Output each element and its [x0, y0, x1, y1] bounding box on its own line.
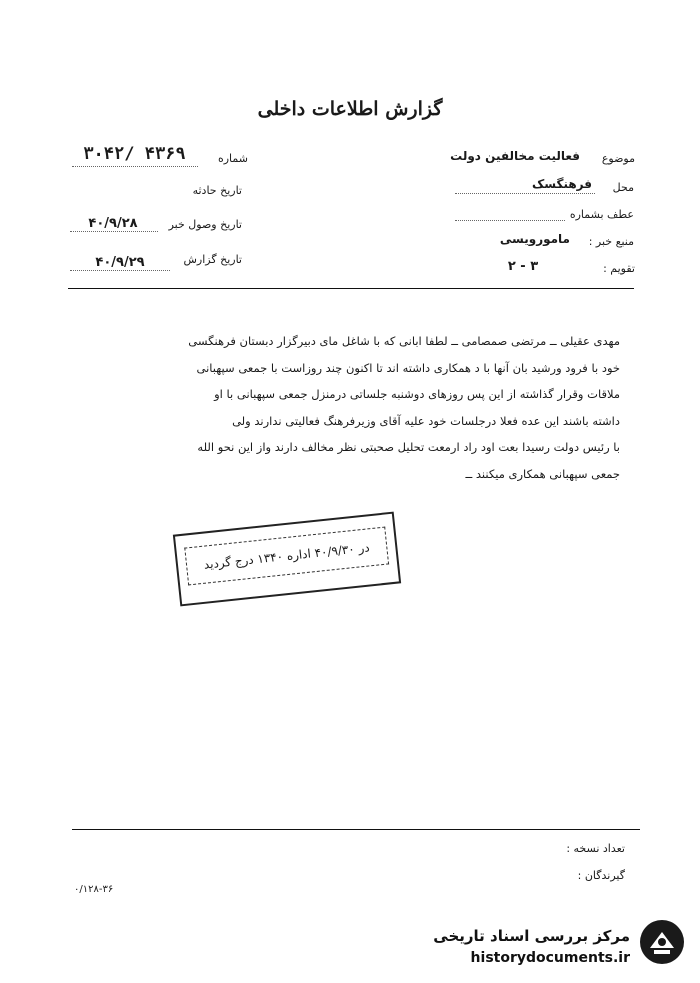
watermark-website: historydocuments.ir [470, 950, 630, 966]
registration-stamp [173, 512, 401, 607]
watermark-org-name: مرکز بررسی اسناد تاریخی [433, 927, 630, 945]
body-line: خود با فرود ورشید بان آنها با د همکاری داشته اند تا اکنون چند روزاست با جمعی سپهبانی [196, 360, 620, 375]
subject-label: موضوع [601, 152, 635, 165]
number-value: ۳۰۴۲/ ۴۳۶۹ [83, 144, 186, 164]
body-line: ملاقات وقرار گذاشته از این پس روزهای دوشنبه جلساتی درمنزل جمعی سپهبانی با او [214, 387, 620, 401]
body-line: جمعی سپهبانی همکاری میکنند ــ [465, 466, 620, 481]
evaluation-label: تقویم : [603, 262, 635, 275]
recipients-label: گیرندگان : [577, 869, 625, 882]
report-date-underline [70, 270, 170, 271]
body-line: داشته باشند این عده فعلا درجلسات خود علیه آقای وزیرفرهنگ فعالیتی ندارند ولی [232, 413, 620, 428]
report-date-label: تاریخ گزارش [183, 253, 242, 266]
copies-label: تعداد نسخه : [566, 842, 625, 855]
source-value: مامورویسی [499, 232, 570, 246]
receive-date-label: تاریخ وصول خبر [168, 218, 242, 231]
archive-logo-icon [638, 918, 686, 966]
stamp-text: در ۴۰/۹/۳۰ اداره ۱۳۴۰ درج گردید [184, 527, 389, 586]
receive-date-value: ۴۰/۹/۲۸ [88, 216, 138, 231]
body-line: مهدی عقیلی ــ مرتضی صمصامی ــ لطفا ابانی که با شاغل مای دبیرگزار دبستان فرهنگسی [188, 334, 620, 348]
number-underline [72, 166, 198, 167]
source-label: منبع خبر : [588, 235, 634, 248]
subject-value: فعالیت مخالفین دولت [450, 149, 580, 163]
place-underline [455, 193, 595, 194]
evaluation-value: ۲ - ۳ [507, 259, 539, 274]
page-title: گزارش اطلاعات داخلی [257, 98, 443, 120]
report-body [80, 334, 620, 493]
document-code: ۰/۱۲۸-۳۶ [74, 884, 114, 895]
header-divider [68, 288, 634, 289]
footer-divider [72, 829, 640, 830]
place-label: محل [612, 181, 634, 194]
reference-underline [455, 220, 565, 221]
reference-label: عطف بشماره [569, 208, 634, 221]
place-value: فرهنگسک [531, 177, 592, 191]
report-date-value: ۴۰/۹/۲۹ [95, 255, 145, 270]
number-label: شماره [217, 152, 248, 165]
incident-date-label: تاریخ حادثه [192, 184, 242, 197]
receive-date-underline [70, 231, 158, 232]
body-line: با رئیس دولت رسیدا بعت اود راد ارمعت تحلیل صحبتی نظر مخالف دارند واز این نحو الله [197, 440, 620, 454]
